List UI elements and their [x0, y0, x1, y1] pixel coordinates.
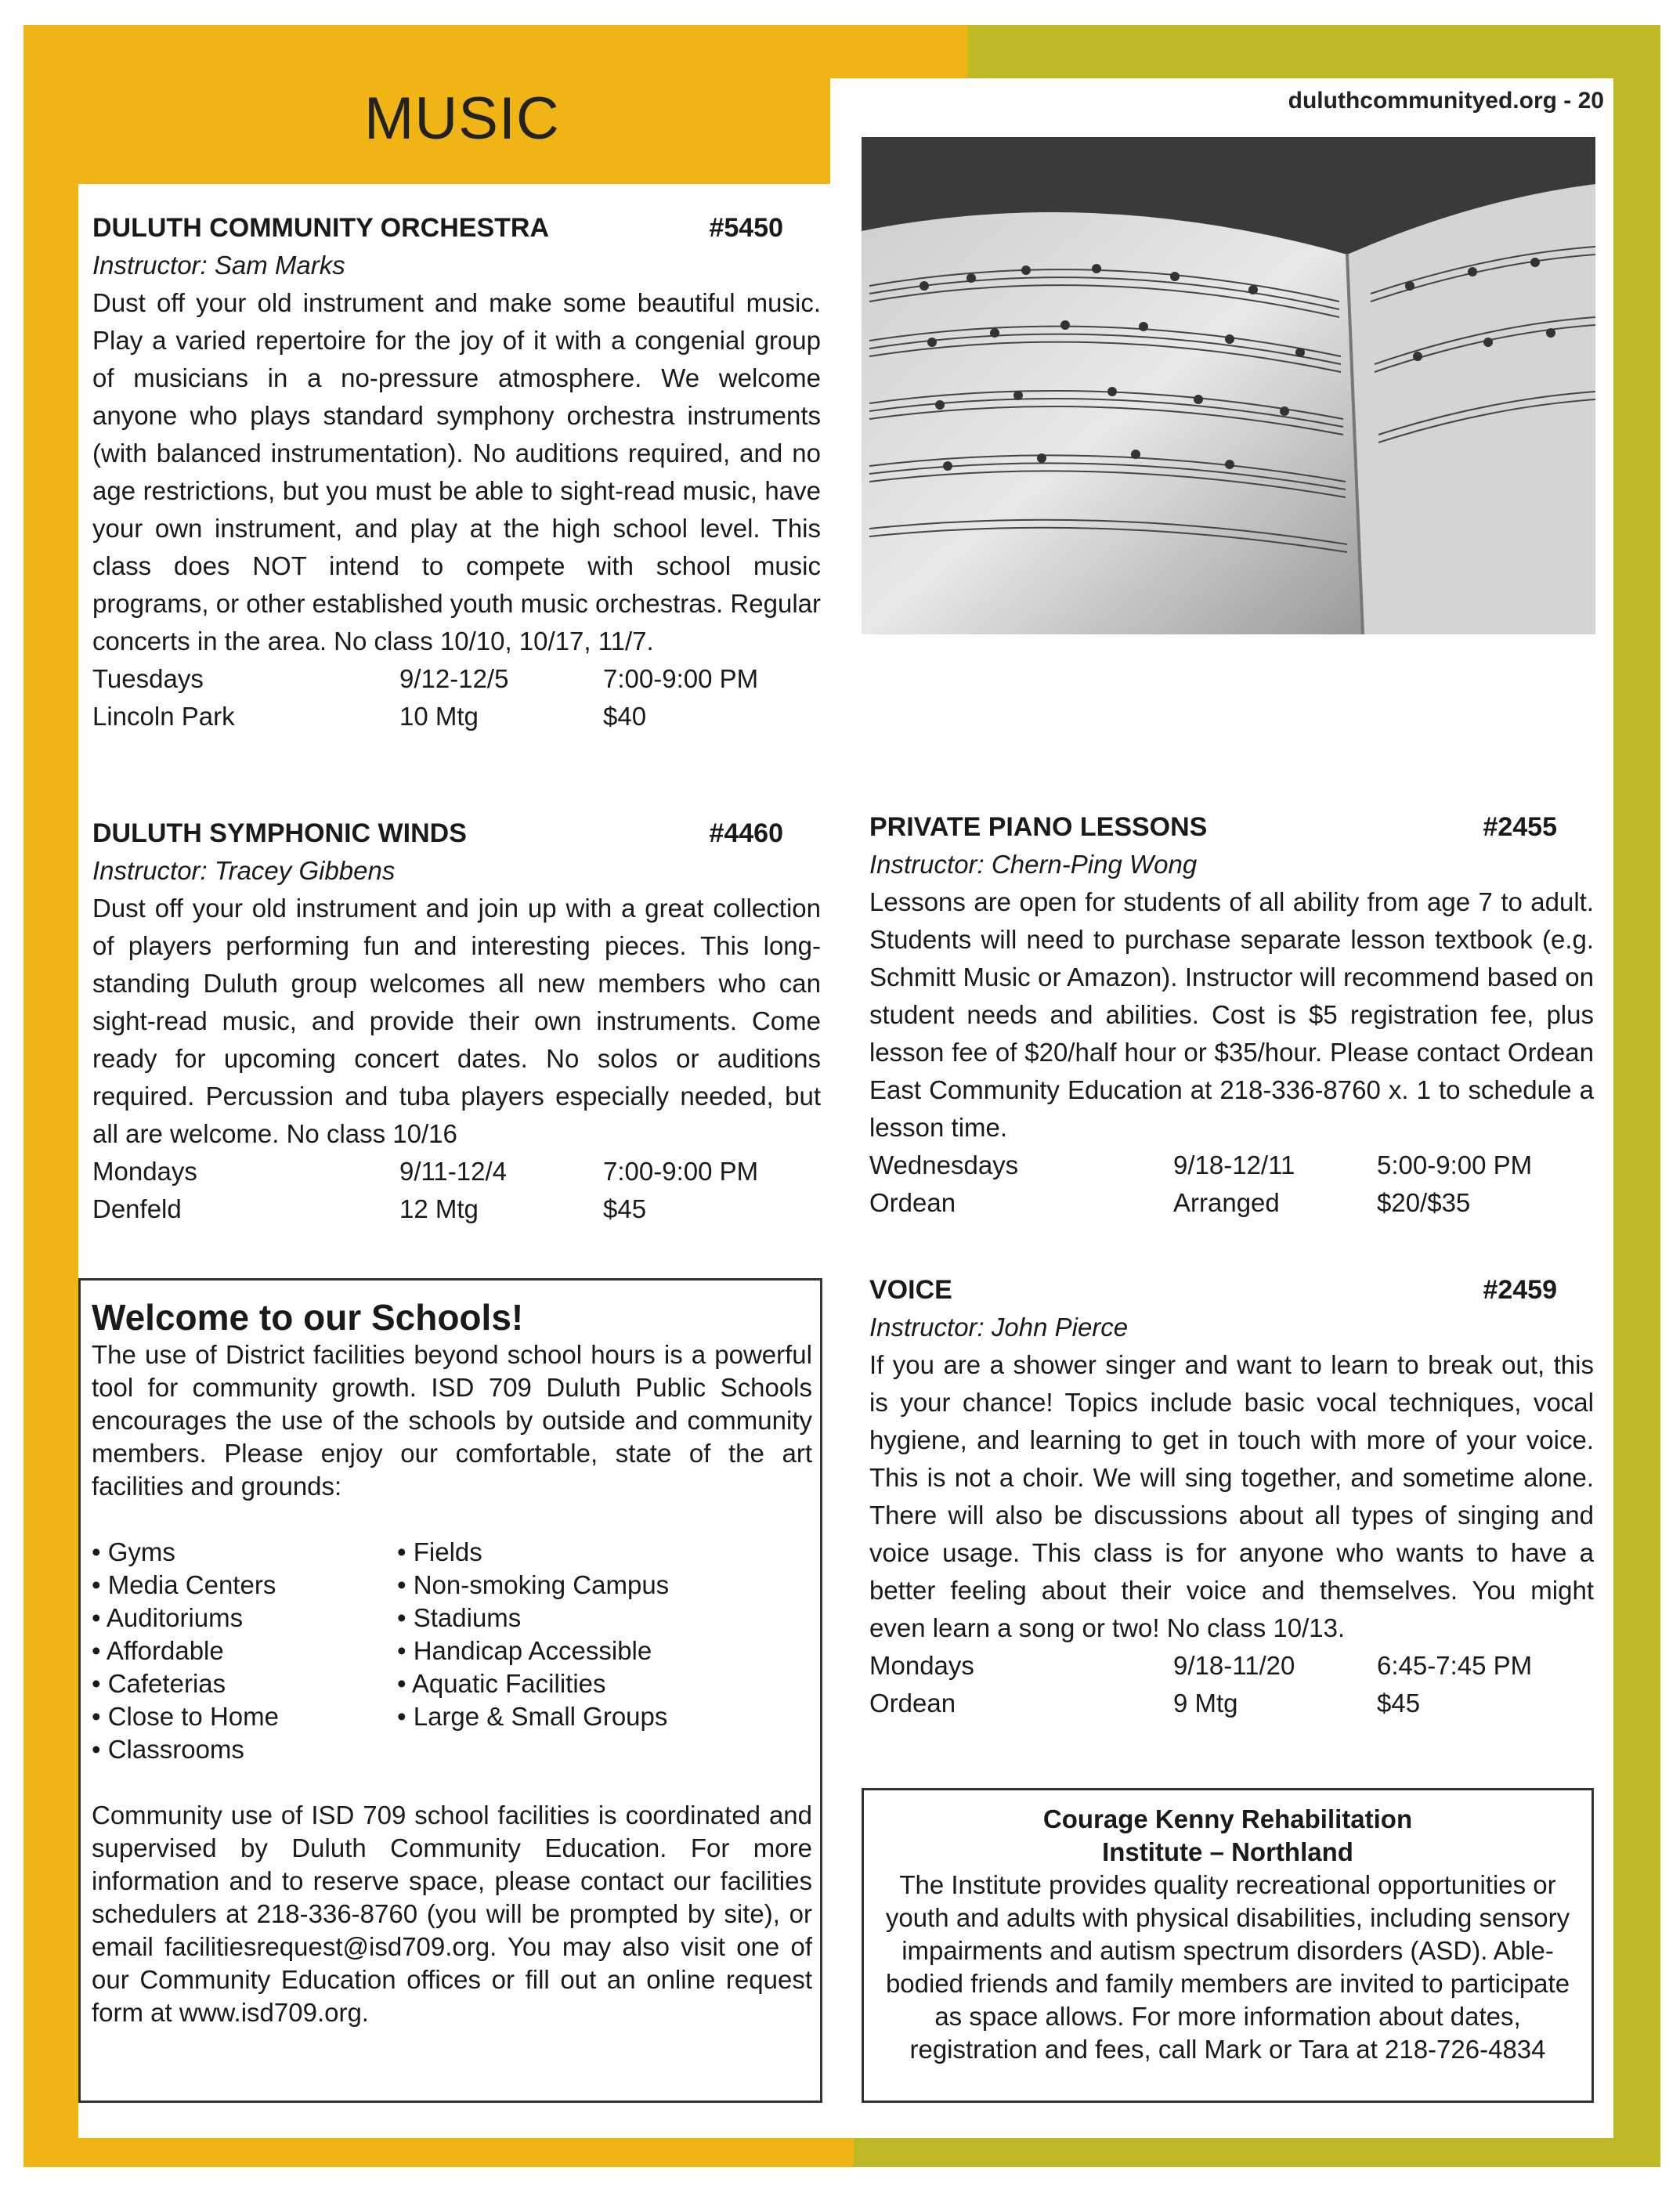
amenity-item: • Non-smoking Campus [397, 1570, 670, 1599]
sheet-music-photo [862, 137, 1595, 634]
section-title: MUSIC [364, 85, 560, 152]
course-instructor: Instructor: Sam Marks [92, 251, 345, 280]
welcome-intro: The use of District facilities beyond school hours is a powerful tool for community growth. ISD 709 Duluth Public Schools encourages the use of the schools by outside and community members. Please enjoy our comfortable, state of the art facilities and grounds: [92, 1340, 812, 1501]
course-schedule [869, 1647, 1594, 1722]
amenity-item: • Affordable [92, 1636, 224, 1665]
schedule-fee: $20/$35 [1377, 1188, 1471, 1217]
course-title: VOICE [869, 1275, 952, 1305]
course-header [869, 1271, 1557, 1309]
schedule-meetings: Arranged [1173, 1188, 1280, 1217]
schedule-day: Tuesdays [92, 664, 204, 693]
schedule-time: 6:45-7:45 PM [1377, 1651, 1533, 1680]
schedule-location: Ordean [869, 1188, 956, 1217]
amenity-item: • Close to Home [92, 1702, 279, 1731]
schedule-location: Denfeld [92, 1194, 182, 1223]
schedule-time: 7:00-9:00 PM [603, 664, 759, 693]
amenity-item: • Large & Small Groups [397, 1702, 668, 1731]
welcome-box [78, 1278, 822, 2103]
amenity-item: • Handicap Accessible [397, 1636, 652, 1665]
amenity-item: • Media Centers [92, 1570, 276, 1599]
sheet-music-illustration [862, 137, 1595, 634]
course-number: #5450 [709, 213, 783, 243]
course-piano-lessons [869, 808, 1594, 1222]
course-title: DULUTH SYMPHONIC WINDS [92, 818, 467, 848]
amenities-right-column [397, 1536, 742, 1766]
amenity-item: • Cafeterias [92, 1669, 226, 1698]
course-schedule [92, 660, 821, 735]
schedule-day: Wednesdays [869, 1150, 1019, 1179]
amenities-left-column [92, 1536, 397, 1766]
course-symphonic-winds [92, 815, 821, 1228]
amenity-item: • Classrooms [92, 1735, 244, 1764]
course-description: Dust off your old instrument and join up with a great collection of players performing fun and interesting pieces. This long-standing Duluth group welcomes all new members who can sight-read music, and provide their own instruments. Come ready for upcoming concert dates. No solos or auditions required. Percussion and tuba players especially needed, but all are welcome. No class 10/16 [92, 894, 821, 1148]
schedule-meetings: 9 Mtg [1173, 1689, 1238, 1718]
course-orchestra [92, 209, 821, 735]
course-instructor: Instructor: John Pierce [869, 1313, 1129, 1342]
course-title: PRIVATE PIANO LESSONS [869, 812, 1208, 842]
schedule-location: Lincoln Park [92, 702, 235, 731]
course-instructor: Instructor: Tracey Gibbens [92, 856, 396, 885]
schedule-fee: $40 [603, 702, 647, 731]
schedule-dates: 9/18-12/11 [1173, 1150, 1295, 1179]
courage-kenny-title-line1: Courage Kenny Rehabilitation [1042, 1804, 1413, 1833]
course-number: #2459 [1483, 1275, 1557, 1305]
course-schedule [869, 1147, 1594, 1222]
amenities-list [92, 1536, 812, 1766]
schedule-time: 7:00-9:00 PM [603, 1157, 759, 1186]
course-header [92, 209, 783, 247]
schedule-meetings: 10 Mtg [399, 702, 479, 731]
course-title: DULUTH COMMUNITY ORCHESTRA [92, 213, 550, 243]
schedule-day: Mondays [92, 1157, 197, 1186]
course-instructor: Instructor: Chern-Ping Wong [869, 850, 1198, 879]
courage-kenny-title-line2: Institute – Northland [1102, 1837, 1353, 1866]
schedule-dates: 9/18-11/20 [1173, 1651, 1295, 1680]
amenity-item: • Gyms [92, 1537, 175, 1566]
schedule-fee: $45 [1377, 1689, 1421, 1718]
schedule-location: Ordean [869, 1689, 956, 1718]
course-header [92, 815, 783, 852]
frame-gold-left-strip [23, 25, 78, 2140]
course-header [869, 808, 1557, 846]
schedule-meetings: 12 Mtg [399, 1194, 479, 1223]
course-description: Dust off your old instrument and make some beautiful music. Play a varied repertoire for the joy of it with a congenial group of musicians in a no-pressure atmosphere. We welcome anyone who plays standard symphony orchestra instruments (with balanced instrumentation). No auditions required, and no age restrictions, but you must be able to sight-read music, have your own instrument, and play at the high school level. This class does NOT intend to compete with school music programs, or other established youth music orchestras. Regular concerts in the area. No class 10/10, 10/17, 11/7. [92, 288, 821, 656]
course-schedule [92, 1153, 821, 1228]
welcome-title: Welcome to our Schools! [92, 1297, 524, 1338]
welcome-closing: Community use of ISD 709 school facilities is coordinated and supervised by Duluth Community Education. For more information and to reserve space, please contact our facilities schedulers at 218-336-8760 (you will be prompted by site), or email facilitiesrequest@isd709.org. You may also visit one of our Community Education offices or fill out an online request form at www.isd709.org. [92, 1801, 812, 2027]
amenity-item: • Fields [397, 1537, 482, 1566]
course-description: Lessons are open for students of all ability from age 7 to adult. Students will need to purchase separate lesson textbook (e.g. Schmitt Music or Amazon). Instructor will recommend based on student needs and abilities. Cost is $5 registration fee, plus lesson fee of $20/half hour or $35/hour. Please contact Ordean East Community Education at 218-336-8760 x. 1 to schedule a lesson time. [869, 887, 1594, 1142]
course-number: #4460 [709, 818, 783, 848]
course-number: #2455 [1483, 812, 1557, 842]
course-voice [869, 1271, 1594, 1722]
schedule-dates: 9/11-12/4 [399, 1157, 507, 1186]
courage-kenny-text: The Institute provides quality recreational opportunities or youth and adults with physical disabilities, including sensory impairments and autism spectrum disorders (ASD). Able-bodied friends and family members are invited to participate as space allows. For more information about dates, registration and fees, call Mark or Tara at 218-726-4834 [885, 1870, 1570, 2064]
frame-gold-bottom-strip [23, 2134, 854, 2167]
amenity-item: • Auditoriums [92, 1603, 244, 1632]
amenity-item: • Aquatic Facilities [397, 1669, 606, 1698]
schedule-day: Mondays [869, 1651, 974, 1680]
schedule-dates: 9/12-12/5 [399, 664, 509, 693]
course-description: If you are a shower singer and want to learn to break out, this is your chance! Topics include basic vocal techniques, vocal hygiene, and learning to get in touch with more of your voice. This is not a choir. We will sing together, and sometime alone. There will also be discussions about all types of singing and voice usage. This class is for anyone who wants to have a better feeling about their voice and themselves. You might even learn a song or two! No class 10/13. [869, 1350, 1594, 1642]
schedule-fee: $45 [603, 1194, 647, 1223]
courage-kenny-box [862, 1788, 1594, 2103]
site-page-ref: duluthcommunityed.org - 20 [1288, 88, 1604, 114]
schedule-time: 5:00-9:00 PM [1377, 1150, 1533, 1179]
amenity-item: • Stadiums [397, 1603, 522, 1632]
